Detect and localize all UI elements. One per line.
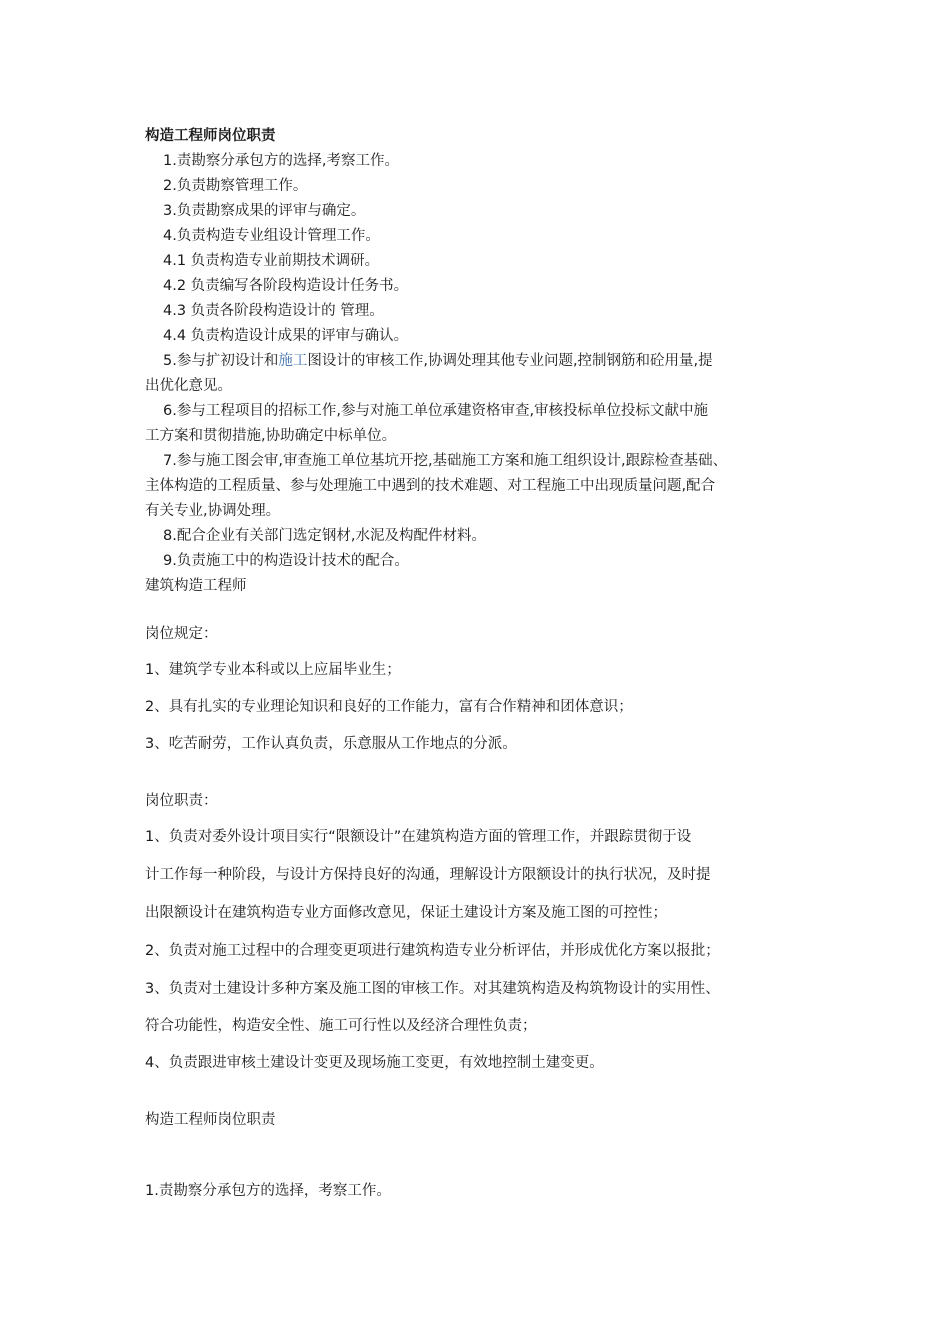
duty-item: 4、负责跟进审核土建设计变更及现场施工变更，有效地控制土建变更。	[145, 1055, 604, 1071]
list-item: 1.责勘察分承包方的选择，考察工作。	[145, 1183, 391, 1199]
list-item: 3.负责勘察成果的评审与确定。	[163, 203, 366, 219]
section-title: 建筑构造工程师	[145, 578, 247, 594]
duty-item-continuation: 计工作每一种阶段，与设计方保持良好的沟通，理解设计方限额设计的执行状况，及时提	[145, 867, 711, 883]
list-item: 4.负责构造专业组设计管理工作。	[163, 228, 380, 244]
duty-item-continuation: 符合功能性，构造安全性、施工可行性以及经济合理性负责；	[145, 1018, 537, 1034]
list-item	[163, 351, 713, 371]
requirement-item: 2、具有扎实的专业理论知识和良好的工作能力，富有合作精神和团体意识；	[145, 699, 633, 715]
requirement-item: 3、吃苦耐劳，工作认真负责，乐意服从工作地点的分派。	[145, 736, 517, 752]
duty-item: 1、负责对委外设计项目实行“限额设计”在建筑构造方面的管理工作，并跟踪贯彻于设	[145, 829, 692, 845]
section-title: 构造工程师岗位职责	[145, 128, 276, 144]
list-item: 1.责勘察分承包方的选择,考察工作。	[163, 153, 399, 169]
item5-text-end: 图设计的审核工作,协调处理其他专业问题,控制钢筋和砼用量,提	[307, 353, 713, 369]
list-item: 4.4 负责构造设计成果的评审与确认。	[163, 328, 409, 344]
list-item: 9.负责施工中的构造设计技术的配合。	[163, 553, 409, 569]
list-item-continuation: 主体构造的工程质量、参与处理施工中遇到的技术难题、对工程施工中出现质量问题,配合	[145, 478, 716, 494]
duty-item: 3、负责对土建设计多种方案及施工图的审核工作。对其建筑构造及构筑物设计的实用性、	[145, 981, 720, 997]
duties-heading: 岗位职责：	[145, 793, 218, 809]
section-title: 构造工程师岗位职责	[145, 1112, 276, 1128]
list-item: 6.参与工程项目的招标工作,参与对施工单位承建资格审查,审核投标单位投标文献中施	[163, 403, 709, 419]
duty-item-continuation: 出限额设计在建筑构造专业方面修改意见，保证土建设计方案及施工图的可控性；	[145, 905, 667, 921]
requirements-heading: 岗位规定：	[145, 626, 218, 642]
list-item: 4.3 负责各阶段构造设计的 管理。	[163, 303, 384, 319]
requirement-item: 1、建筑学专业本科或以上应届毕业生；	[145, 662, 401, 678]
item5-text-start: 5.参与扩初设计和	[163, 353, 279, 369]
list-item: 4.2 负责编写各阶段构造设计任务书。	[163, 278, 409, 294]
list-item: 2.负责勘察管理工作。	[163, 178, 308, 194]
list-item: 8.配合企业有关部门选定钢材,水泥及构配件材料。	[163, 528, 486, 544]
list-item-continuation: 有关专业,协调处理。	[145, 503, 281, 519]
list-item-continuation: 出优化意见。	[145, 378, 232, 394]
list-item: 7.参与施工图会审,审查施工单位基坑开挖,基础施工方案和施工组织设计,跟踪检查基础、	[163, 453, 728, 469]
construction-link[interactable]: 施工	[278, 353, 308, 369]
list-item-continuation: 工方案和贯彻措施,协助确定中标单位。	[145, 428, 397, 444]
duty-item: 2、负责对施工过程中的合理变更项进行建筑构造专业分析评估，并形成优化方案以报批；	[145, 943, 720, 959]
list-item: 4.1 负责构造专业前期技术调研。	[163, 253, 380, 269]
